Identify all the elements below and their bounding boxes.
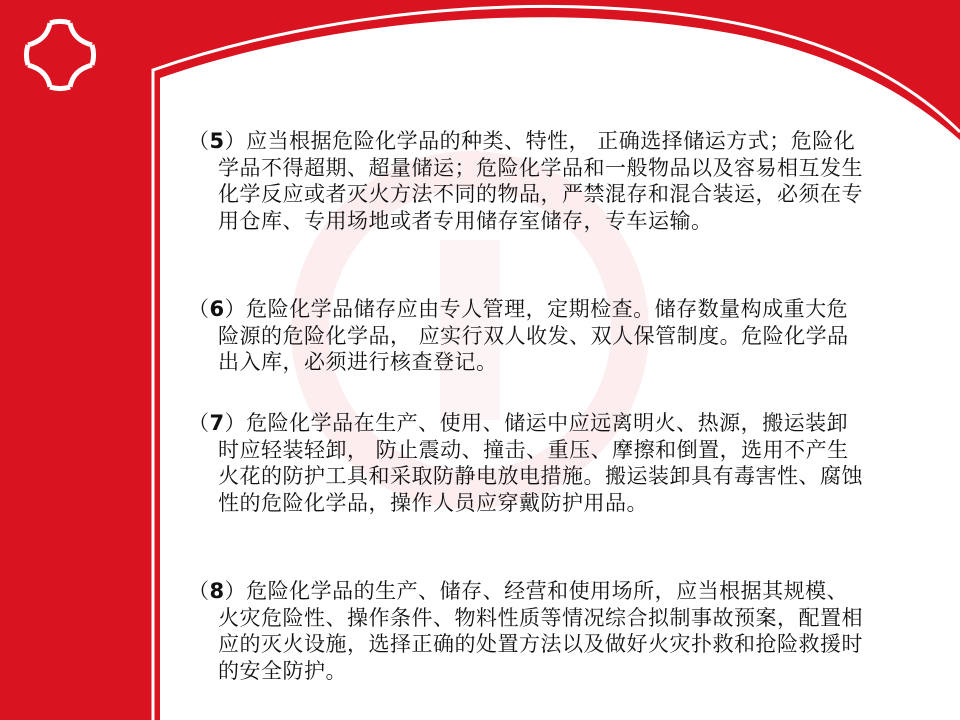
paragraph-7: （7）危险化学品在生产、使用、储运中应远离明火、热源，搬运装卸时应轻装轻卸， 防止震动、撞击、重压、摩擦和倒置，选用不产生火花的防护工具和采取防静电放电措施。搬运装卸具有毒害性、腐蚀性的危险化学品，操作人员应穿戴防护用品。 [188, 411, 863, 515]
paragraph-number: 6 [209, 297, 225, 321]
paragraph-8: （8）危险化学品的生产、储存、经营和使用场所，应当根据其规模、火灾危险性、操作条件、物料性质等情况综合拟制事故预案，配置相应的灭火设施，选择正确的处置方法以及做好火灾扑救和抢险救援时的安全防护。 [188, 579, 863, 683]
paragraph-5: （5）应当根据危险化学品的种类、特性， 正确选择储运方式；危险化学品不得超期、超量储运；危险化学品和一般物品以及容易相互发生化学反应或者灭火方法不同的物品，严禁混存和混合装运，必须在专用仓库、专用场地或者专用储存室储存，专车运输。 [188, 129, 863, 233]
paragraph-text: 危险化学品的生产、储存、经营和使用场所，应当根据其规模、火灾危险性、操作条件、物料性质等情况综合拟制事故预案，配置相应的灭火设施，选择正确的处置方法以及做好火灾扑救和抢险救援时的安全防护。 [218, 579, 863, 683]
paragraph-6: （6）危险化学品储存应由专人管理，定期检查。储存数量构成重大危险源的危险化学品， 应实行双人收发、双人保管制度。危险化学品出入库，必须进行核查登记。 [188, 297, 849, 375]
paragraph-text: 应当根据危险化学品的种类、特性， 正确选择储运方式；危险化学品不得超期、超量储运；危险化学品和一般物品以及容易相互发生化学反应或者灭火方法不同的物品，严禁混存和混合装运，必须在专用仓库、专用场地或者专用储存室储存，专车运输。 [218, 129, 863, 233]
paragraph-text: 危险化学品在生产、使用、储运中应远离明火、热源，搬运装卸时应轻装轻卸， 防止震动、撞击、重压、摩擦和倒置，选用不产生火花的防护工具和采取防静电放电措施。搬运装卸具有毒害性、腐蚀性的危险化学品，操作人员应穿戴防护用品。 [218, 411, 863, 515]
paragraph-number: 7 [209, 411, 225, 435]
paragraph-text: 危险化学品储存应由专人管理，定期检查。储存数量构成重大危险源的危险化学品， 应实行双人收发、双人保管制度。危险化学品出入库，必须进行核查登记。 [218, 297, 849, 375]
paragraph-number: 8 [209, 579, 225, 603]
paragraph-number: 5 [209, 129, 225, 153]
